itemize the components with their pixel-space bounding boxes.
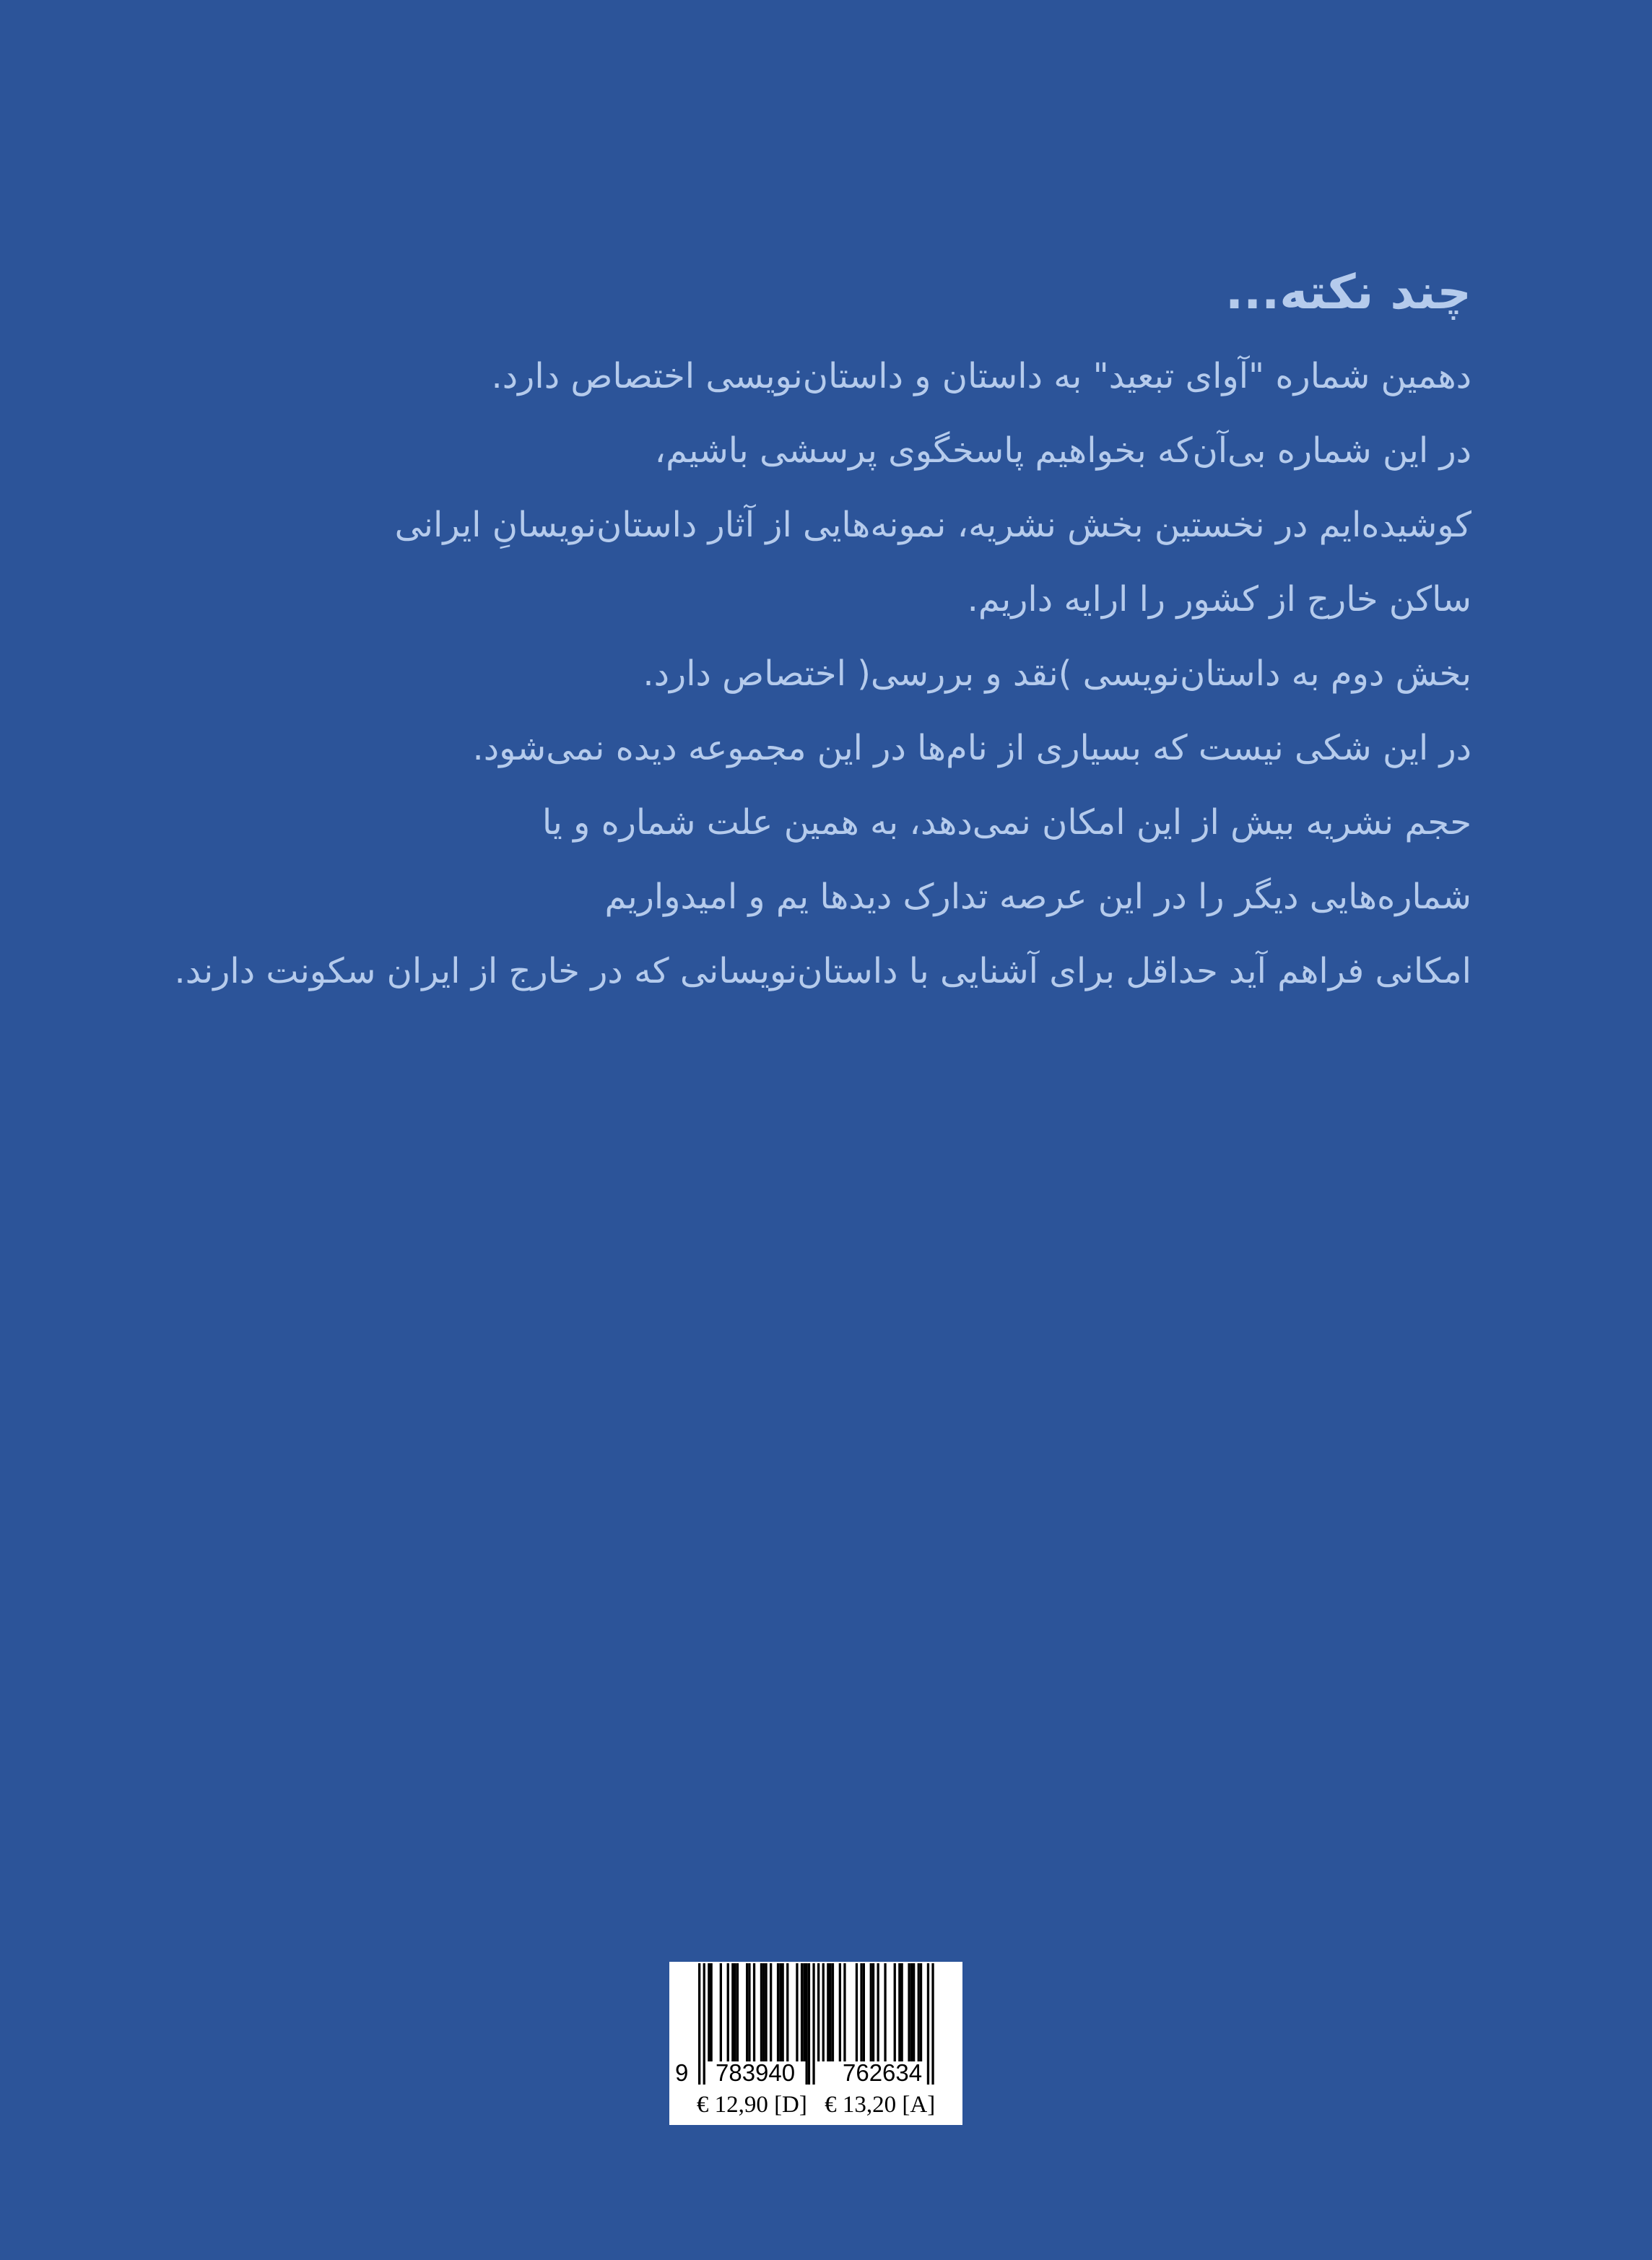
isbn-group-1: 783940 <box>716 2059 796 2086</box>
body-line: در این شماره بی‌آن‌که بخواهیم پاسخگوی پرسشی باشیم، <box>654 430 1471 471</box>
body-line: امکانی فراهم آید حداقل برای آشنایی با داستان‌نویسانی که در خارج از ایران سکونت دارند. <box>174 951 1471 991</box>
price-row <box>669 2090 962 2119</box>
body-line: کوشیده‌ایم در نخستین بخش نشریه، نمونه‌هایی از آثار داستان‌نویسانِ ایرانی <box>394 505 1471 545</box>
body-line: بخش دوم به داستان‌نویسی )نقد و بررسی( اختصاص دارد. <box>643 653 1471 694</box>
price-germany: € 12,90 [D] <box>696 2092 807 2118</box>
isbn-prefix: 9 <box>675 2059 689 2086</box>
isbn-group-2: 762634 <box>843 2059 923 2086</box>
body-paragraph <box>56 339 1471 1009</box>
page-title: چند نکته... <box>1225 264 1471 320</box>
body-line: شماره‌هایی دیگر را در این عرصه تدارک دیدها یم و امیدواریم <box>604 877 1471 917</box>
body-line: حجم نشریه بیش از این امکان نمی‌دهد، به همین علت شماره و یا <box>542 802 1471 843</box>
isbn-barcode <box>669 1962 962 2125</box>
text-block <box>56 245 1471 1009</box>
body-line: ساکن خارج از کشور را ارایه داریم. <box>967 579 1471 620</box>
body-line: در این شکی نیست که بسیاری از نام‌ها در این مجموعه دیده نمی‌شود. <box>472 728 1471 768</box>
price-austria: € 13,20 [A] <box>825 2092 936 2118</box>
body-line: دهمین شماره "آوای تبعید" به داستان و داستان‌نویسی اختصاص دارد. <box>491 356 1471 396</box>
